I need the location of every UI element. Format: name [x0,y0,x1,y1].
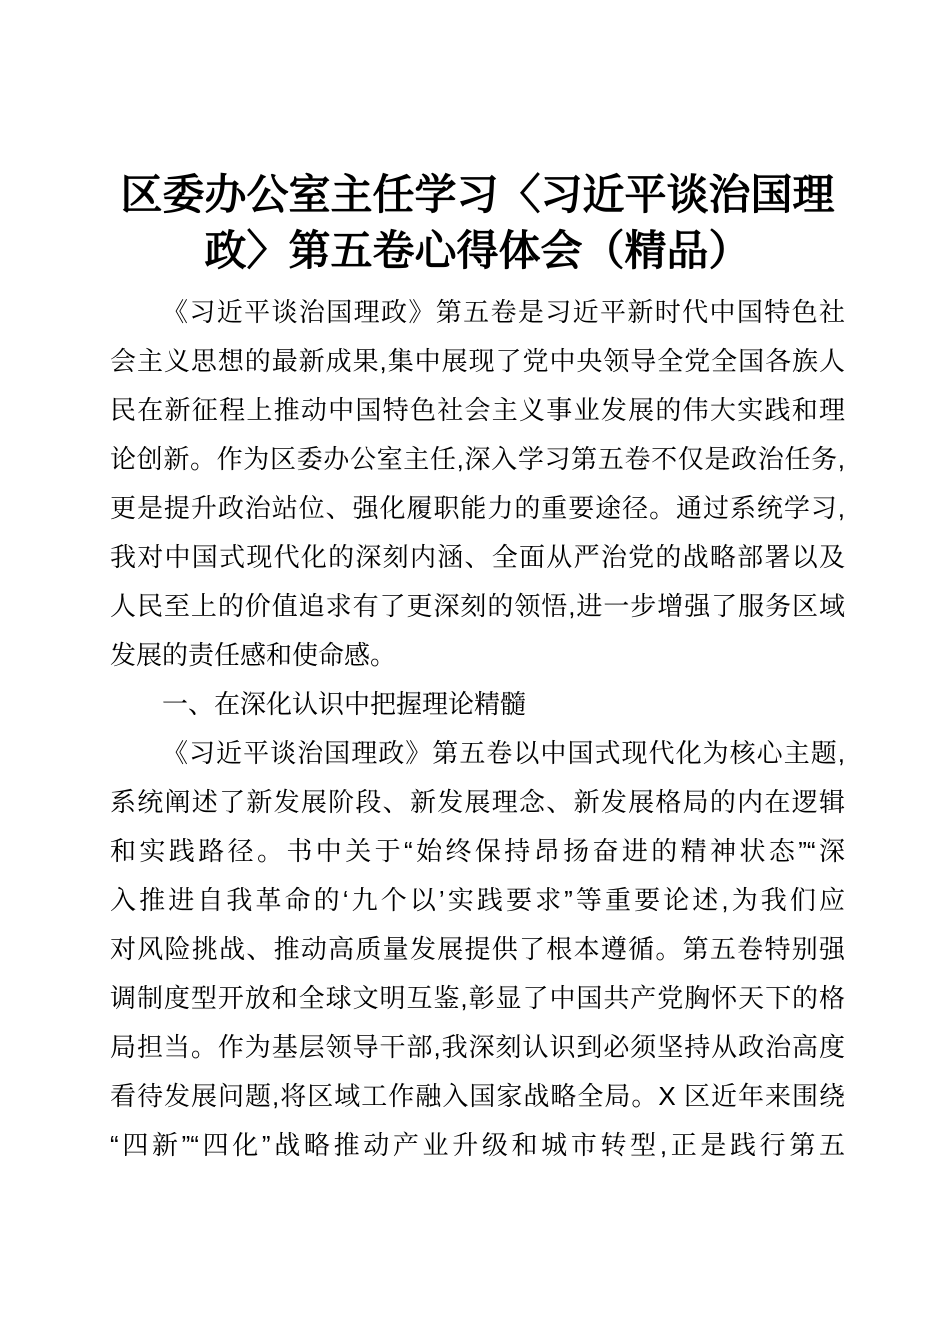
paragraph-1-line-3: 民在新征程上推动中国特色社会主义事业发展的伟大实践和理 [110,395,845,425]
paragraph-1-line-4: 论创新。作为区委办公室主任,深入学习第五卷不仅是政治任务, [110,444,845,474]
title-line-2: 政〉第五卷心得体会（精品） [204,229,751,275]
paragraph-2-line-5: 对风险挑战、推动高质量发展提供了根本遵循。第五卷特别强 [110,934,845,964]
paragraph-1-line-1: 《习近平谈治国理政》第五卷是习近平新时代中国特色社 [162,297,845,327]
document-body [110,288,845,1170]
title-line-1: 区委办公室主任学习〈习近平谈治国理 [120,173,835,219]
paragraph-1-line-7: 人民至上的价值追求有了更深刻的领悟,进一步增强了服务区域 [110,591,845,621]
paragraph-2-line-1: 《习近平谈治国理政》第五卷以中国式现代化为核心主题, [162,738,845,768]
paragraph-1-line-8: 发展的责任感和使命感。 [110,640,397,670]
paragraph-1-line-5: 更是提升政治站位、强化履职能力的重要途径。通过系统学习, [110,493,845,523]
document-title [110,168,845,280]
paragraph-2-line-4: 入推进自我革命的‘九个以’实践要求”等重要论述,为我们应 [110,885,845,915]
paragraph-2-line-7: 局担当。作为基层领导干部,我深刻认识到必须坚持从政治高度 [110,1032,845,1062]
paragraph-2-line-2: 系统阐述了新发展阶段、新发展理念、新发展格局的内在逻辑 [110,787,845,817]
paragraph-1-line-6: 我对中国式现代化的深刻内涵、全面从严治党的战略部署以及 [110,542,845,572]
paragraph-2-line-8: 看待发展问题,将区域工作融入国家战略全局。X 区近年来围绕 [110,1081,845,1111]
paragraph-2-line-3: 和实践路径。书中关于“始终保持昂扬奋进的精神状态”“深 [110,836,845,866]
paragraph-1-line-2: 会主义思想的最新成果,集中展现了党中央领导全党全国各族人 [110,346,845,376]
section-heading-1: 一、在深化认识中把握理论精髓 [162,689,527,719]
paragraph-2-line-9: “四新”“四化”战略推动产业升级和城市转型,正是践行第五 [110,1130,845,1160]
paragraph-2-line-6: 调制度型开放和全球文明互鉴,彰显了中国共产党胸怀天下的格 [110,983,845,1013]
